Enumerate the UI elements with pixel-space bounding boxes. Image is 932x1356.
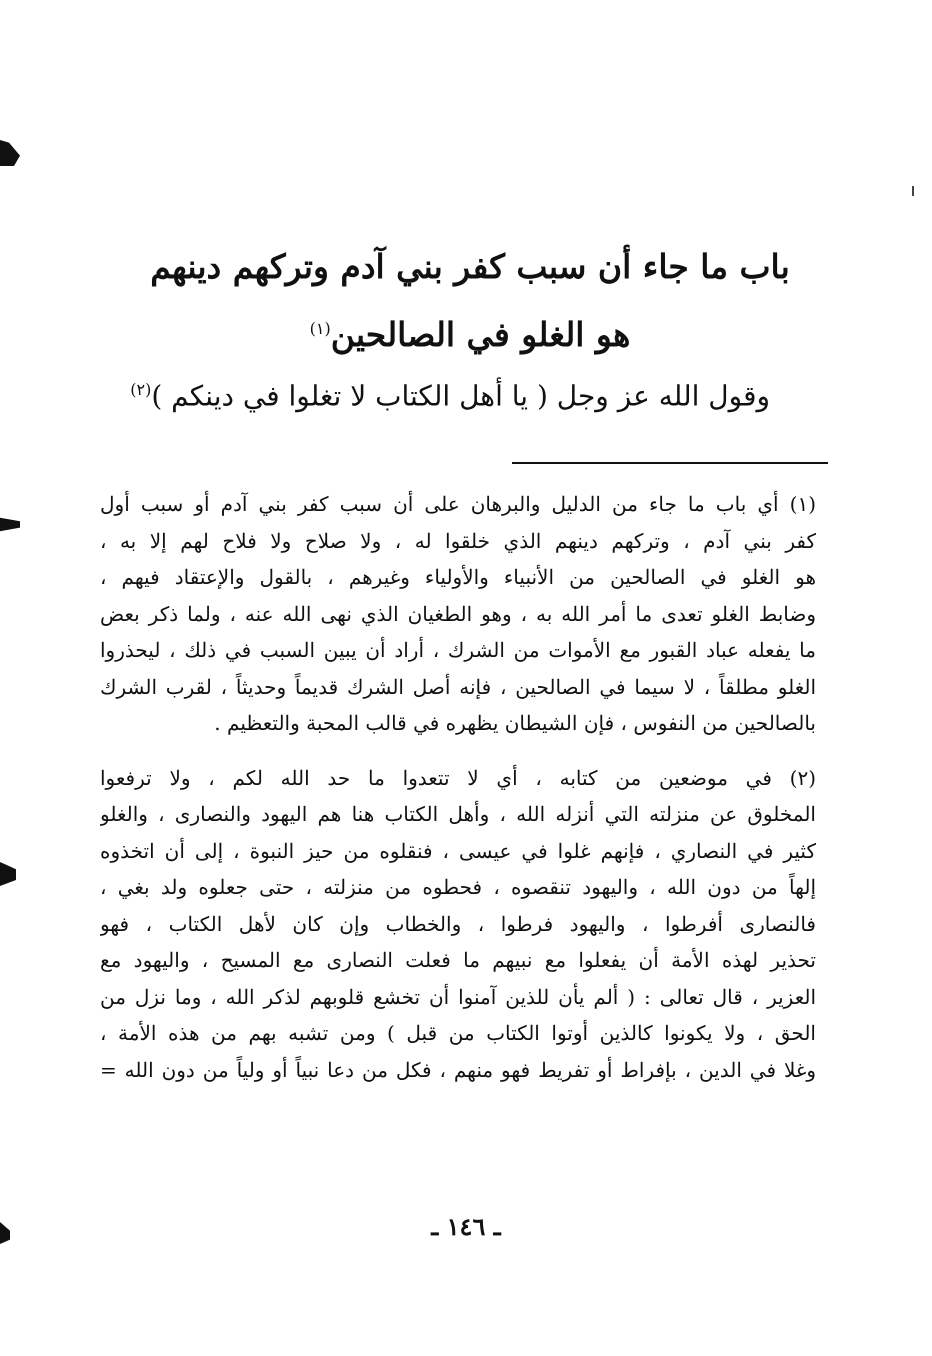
quranic-verse-text: وقول الله عز وجل ( يا أهل الكتاب لا تغلوا في دينكم )	[151, 379, 770, 413]
chapter-heading	[120, 236, 820, 366]
chapter-heading-line-2-text: هو الغلو في الصالحين	[330, 315, 631, 354]
scan-edge-mark	[0, 140, 20, 166]
scan-edge-mark	[0, 862, 16, 886]
footnote-line: وضابط الغلو تعدى ما أمر الله به ، وهو الطغيان الذي نهى الله عنه ، ولما ذكر بعض	[100, 601, 816, 626]
scan-edge-mark	[0, 1222, 10, 1244]
footnote-ref-2: (٢)	[130, 380, 152, 399]
footnote-1	[100, 486, 816, 742]
footnote-line: وغلا في الدين ، بإفراط أو تفريط فهو منهم ، فكل من دعا نبياً أو ولياً من دون الله =	[100, 1057, 816, 1082]
footnote-line: (١) أي باب ما جاء من الدليل والبرهان على أن سبب كفر بني آدم أو سبب أول	[100, 492, 816, 516]
footnote-line: فالنصارى أفرطوا ، واليهود فرطوا ، والخطاب وإن كان لأهل الكتاب ، فهو	[100, 911, 816, 936]
chapter-heading-line-1: باب ما جاء أن سبب كفر بني آدم وتركهم دينهم	[150, 247, 790, 286]
footnote-separator	[512, 462, 828, 464]
footnote-line: المخلوق عن منزلته التي أنزله الله ، وأهل الكتاب هنا هم اليهود والنصارى ، والغلو	[100, 802, 816, 826]
page-number: ـ ١٤٦ ـ	[431, 1212, 501, 1241]
scan-edge-mark	[0, 515, 20, 533]
footnote-line: كثير في النصاري ، فإنهم غلوا في عيسى ، فنقلوه من حيز النبوة ، إلى أن اتخذوه	[100, 838, 816, 863]
footnote-line: هو الغلو في الصالحين من الأنبياء والأولياء وغيرهم ، بالقول والإعتقاد فيهم ،	[100, 565, 816, 589]
quranic-verse	[110, 368, 770, 418]
footnote-ref-1: (١)	[309, 319, 331, 338]
footnote-line: إلهاً من دون الله ، واليهود تنقصوه ، فحطوه من منزلته ، حتى جعلوه ولد بغي ،	[100, 875, 816, 899]
footnote-line: تحذير لهذه الأمة أن يفعلوا مع نبيهم ما فعلت النصارى مع المسيح ، واليهود مع	[100, 948, 816, 972]
footnote-line: كفر بني آدم ، وتركهم دينهم الذي خلقوا له ، ولا صلاح ولا فلاح لهم إلا به ،	[100, 528, 816, 553]
chapter-heading-line-2	[120, 298, 820, 366]
footnote-line: بالصالحين من النفوس ، فإن الشيطان يظهره في قالب المحبة والتعظيم .	[214, 711, 816, 735]
footnote-line: العزير ، قال تعالى : ( ألم يأن للذين آمنوا أن تخشع قلوبهم لذكر الله ، وما نزل من	[100, 984, 816, 1009]
footnote-2	[100, 760, 816, 1089]
footnotes	[100, 486, 816, 1088]
footnote-line: (٢) في موضعين من كتابه ، أي لا تتعدوا ما حد الله لكم ، ولا ترفعوا	[100, 765, 816, 790]
footnote-line: الغلو مطلقاً ، لا سيما في الصالحين ، فإنه أصل الشرك قديماً وحديثاً ، لقرب الشرك	[100, 674, 816, 699]
footnote-line: الحق ، ولا يكونوا كالذين أوتوا الكتاب من قبل ) ومن تشبه بهم من هذه الأمة ،	[100, 1021, 816, 1045]
footnote-line: ما يفعله عباد القبور مع الأموات من الشرك ، أراد أن يبين السبب في ذلك ، ليحذروا	[100, 638, 816, 662]
scan-speck	[912, 186, 914, 196]
